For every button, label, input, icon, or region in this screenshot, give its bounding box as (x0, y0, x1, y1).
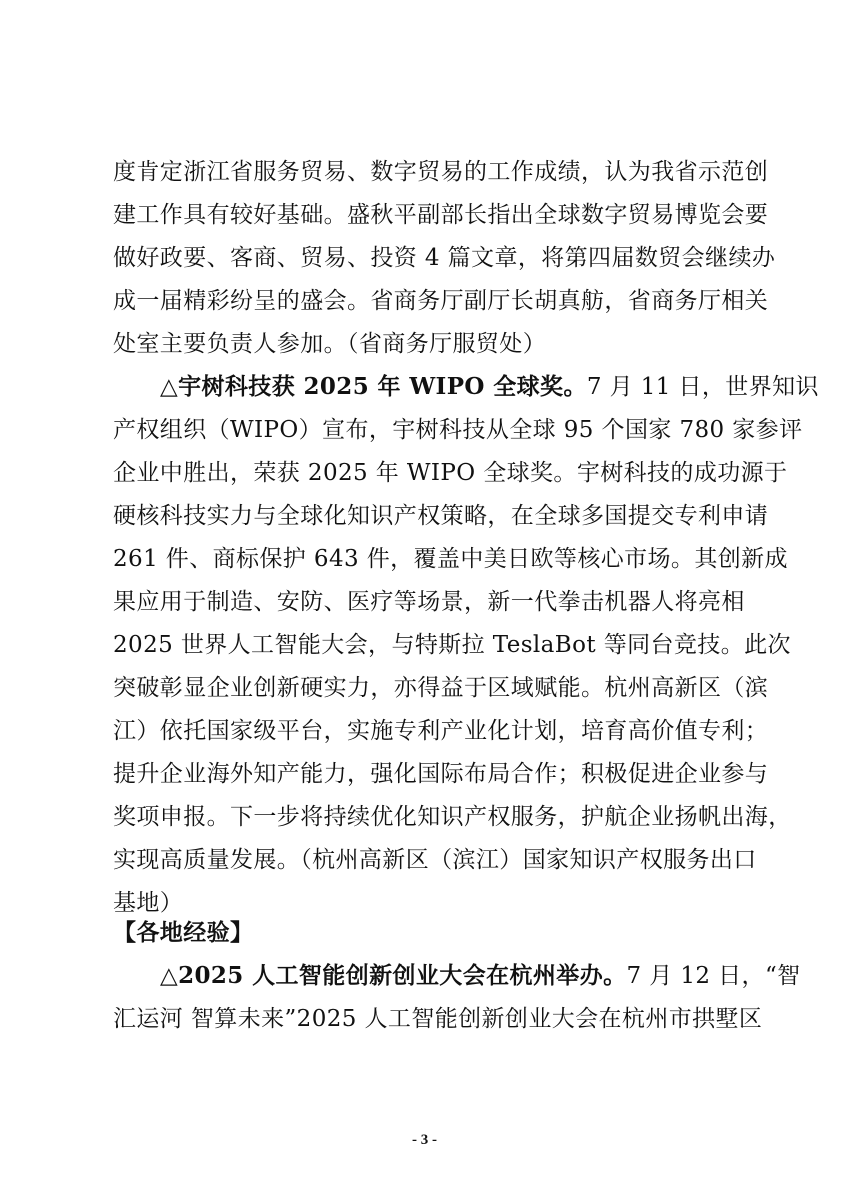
para2-line-13: 基地） (113, 890, 184, 916)
para1-line-3: 做好政要、客商、贸易、投资 4 篇文章，将第四届数贸会继续办 (113, 245, 776, 271)
para2-line-8: 突破彰显企业创新硬实力，亦得益于区域赋能。杭州高新区（滨 (113, 675, 769, 701)
para2-line-10: 提升企业海外知产能力，强化国际布局合作；积极促进企业参与 (113, 761, 769, 787)
para3-line-2: 汇运河 智算未来”2025 人工智能创新创业大会在杭州市拱墅区 (113, 1006, 763, 1032)
para2-line-2: 产权组织（WIPO）宣布，宇树科技从全球 95 个国家 780 家参评 (113, 417, 803, 443)
para3-first-line (160, 956, 801, 996)
para3-first-line-rest: 7 月 12 日，“智 (626, 963, 801, 989)
page-number: - 3 - (412, 1132, 437, 1148)
section-heading: 【各地经验】 (113, 920, 254, 946)
para2-title: △宇树科技获 2025 年 WIPO 全球奖。 (160, 373, 587, 400)
para2-line-3: 企业中胜出，荣获 2025 年 WIPO 全球奖。宇树科技的成功源于 (113, 460, 788, 486)
para2-line-7: 2025 世界人工智能大会，与特斯拉 TeslaBot 等同台竞技。此次 (113, 632, 791, 658)
para2-line-6: 果应用于制造、安防、医疗等场景，新一代拳击机器人将亮相 (113, 589, 745, 615)
para1-line-2: 建工作具有较好基础。盛秋平副部长指出全球数字贸易博览会要 (113, 202, 769, 228)
para2-line-4: 硬核科技实力与全球化知识产权策略，在全球多国提交专利申请 (113, 503, 769, 529)
para2-line-11: 奖项申报。下一步将持续优化知识产权服务，护航企业扬帆出海， (113, 804, 792, 830)
para1-line-5: 处室主要负责人参加。（省商务厅服贸处） (113, 331, 547, 357)
para2-first-line (160, 367, 819, 407)
para1-line-1: 度肯定浙江省服务贸易、数字贸易的工作成绩，认为我省示范创 (113, 159, 769, 185)
para2-line-9: 江）依托国家级平台，实施专利产业化计划，培育高价值专利； (113, 718, 769, 744)
para2-line-5: 261 件、商标保护 643 件，覆盖中美日欧等核心市场。其创新成 (113, 546, 788, 572)
para2-line-12: 实现高质量发展。（杭州高新区（滨江）国家知识产权服务出口 (113, 847, 757, 873)
para1-line-4: 成一届精彩纷呈的盛会。省商务厅副厅长胡真舫，省商务厅相关 (113, 288, 769, 314)
para3-title: △2025 人工智能创新创业大会在杭州举办。 (160, 962, 627, 989)
para2-first-line-rest: 7 月 11 日，世界知识 (586, 374, 819, 400)
